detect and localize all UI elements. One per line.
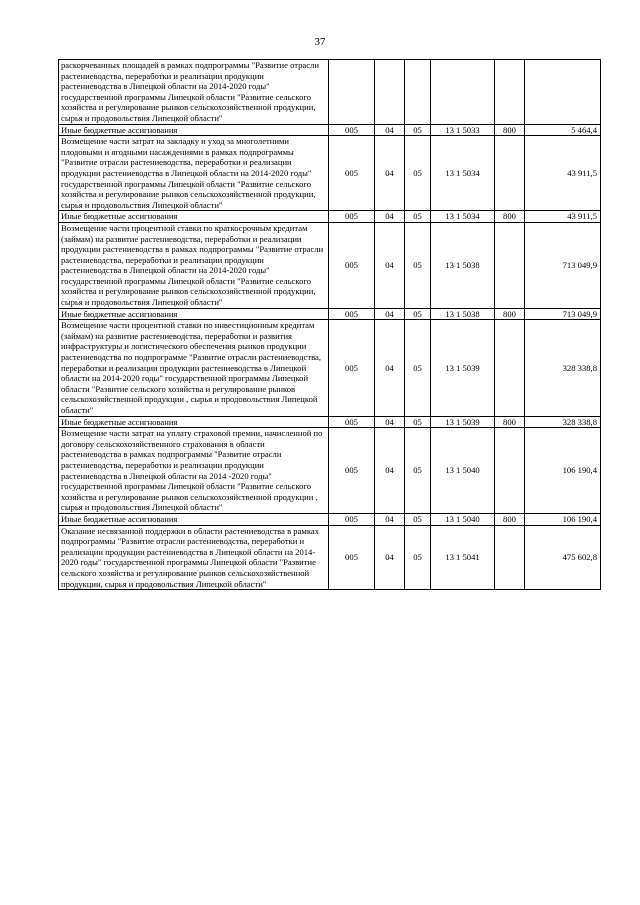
cell-description: Иные бюджетные ассигнования	[59, 211, 329, 223]
budget-table	[58, 59, 601, 590]
table-row	[59, 60, 601, 125]
cell-amount: 5 464,4	[525, 124, 601, 136]
cell-amount: 475 602,8	[525, 525, 601, 590]
table-row	[59, 513, 601, 525]
cell-subsection-code: 05	[405, 428, 431, 514]
cell-target-article	[431, 60, 495, 125]
cell-amount	[525, 60, 601, 125]
cell-section-code: 04	[375, 320, 405, 416]
cell-description: Возмещение части процентной ставки по инвестиционным кредитам (займам) на развитие растениеводства, переработки и развития инфраструктуры и логистического обеспечения рынков продукции растениеводства по подпрограмме "Развитие отрасли растениеводства, переработки и реализации продукции растениеводства в Липецкой области на 2014-2020 годы" государственной программы Липецкой области "Развитие сельского хозяйства и регулирование рынков сельскохозяйственной продукции , сырья и продовольствия Липецкой области"	[59, 320, 329, 416]
cell-expense-type: 800	[495, 308, 525, 320]
cell-amount: 43 911,5	[525, 136, 601, 211]
cell-subsection-code: 05	[405, 513, 431, 525]
cell-target-article: 13 1 5038	[431, 308, 495, 320]
cell-description: Иные бюджетные ассигнования	[59, 124, 329, 136]
cell-target-article: 13 1 5040	[431, 428, 495, 514]
table-row	[59, 136, 601, 211]
cell-section-code: 04	[375, 222, 405, 308]
cell-expense-type	[495, 525, 525, 590]
cell-department-code: 005	[329, 124, 375, 136]
cell-department-code: 005	[329, 136, 375, 211]
cell-subsection-code: 05	[405, 124, 431, 136]
cell-department-code: 005	[329, 308, 375, 320]
cell-expense-type	[495, 222, 525, 308]
cell-department-code	[329, 60, 375, 125]
cell-subsection-code: 05	[405, 211, 431, 223]
cell-expense-type	[495, 136, 525, 211]
table-row	[59, 308, 601, 320]
cell-subsection-code: 05	[405, 308, 431, 320]
cell-target-article: 13 1 5034	[431, 211, 495, 223]
cell-target-article: 13 1 5033	[431, 124, 495, 136]
cell-target-article: 13 1 5034	[431, 136, 495, 211]
cell-section-code: 04	[375, 308, 405, 320]
cell-expense-type: 800	[495, 513, 525, 525]
cell-amount: 106 190,4	[525, 428, 601, 514]
table-row	[59, 428, 601, 514]
cell-description: раскорчеванных площадей в рамках подпрограммы "Развитие отрасли растениеводства, переработки и реализации продукции растениеводства в Липецкой области на 2014-2020 годы" государственной программы Липецкой области "Развитие сельского хозяйства и регулирование рынков сельскохозяйственной продукции, сырья и продовольствия Липецкой области"	[59, 60, 329, 125]
cell-department-code: 005	[329, 211, 375, 223]
cell-subsection-code	[405, 60, 431, 125]
cell-description: Иные бюджетные ассигнования	[59, 513, 329, 525]
table-row	[59, 211, 601, 223]
page-number: 37	[314, 36, 326, 48]
cell-section-code: 04	[375, 513, 405, 525]
cell-description: Возмещение части затрат на закладку и уход за многолетними плодовыми и ягодными насаждениями в рамках подпрограммы "Развитие отрасли растениеводства, переработки и реализации продукции растениеводства в Липецкой области на 2014-2020 годы" государственной программы Липецкой области "Развитие сельского хозяйства и регулирование рынков сельскохозяйственной продукции, сырья и продовольствия Липецкой области"	[59, 136, 329, 211]
cell-amount: 713 049,9	[525, 222, 601, 308]
cell-amount: 713 049,9	[525, 308, 601, 320]
table-row	[59, 124, 601, 136]
cell-subsection-code: 05	[405, 525, 431, 590]
cell-department-code: 005	[329, 222, 375, 308]
cell-expense-type	[495, 320, 525, 416]
cell-expense-type: 800	[495, 416, 525, 428]
cell-description: Иные бюджетные ассигнования	[59, 416, 329, 428]
cell-description: Иные бюджетные ассигнования	[59, 308, 329, 320]
table-row	[59, 222, 601, 308]
cell-amount: 328 338,8	[525, 416, 601, 428]
cell-target-article: 13 1 5041	[431, 525, 495, 590]
cell-description: Возмещение части процентной ставки по краткосрочным кредитам (займам) на развитие растениеводства, переработки и реализации продукции растениеводства в рамках подпрограммы "Развитие отрасли растениеводства, переработки и реализации продукции растениеводства в Липецкой области на 2014-2020 годы" государственной программы Липецкой области "Развитие сельского хозяйства и регулирование рынков сельскохозяйственной продукции, сырья и продовольствия Липецкой области"	[59, 222, 329, 308]
cell-department-code: 005	[329, 525, 375, 590]
table-row	[59, 416, 601, 428]
cell-target-article: 13 1 5039	[431, 320, 495, 416]
table-row	[59, 525, 601, 590]
cell-target-article: 13 1 5040	[431, 513, 495, 525]
cell-expense-type	[495, 60, 525, 125]
cell-section-code: 04	[375, 428, 405, 514]
cell-section-code: 04	[375, 416, 405, 428]
cell-expense-type: 800	[495, 211, 525, 223]
table-row	[59, 320, 601, 416]
cell-target-article: 13 1 5038	[431, 222, 495, 308]
cell-department-code: 005	[329, 320, 375, 416]
cell-section-code: 04	[375, 525, 405, 590]
cell-section-code: 04	[375, 136, 405, 211]
cell-amount: 328 338,8	[525, 320, 601, 416]
cell-section-code: 04	[375, 211, 405, 223]
cell-subsection-code: 05	[405, 320, 431, 416]
cell-description: Оказание несвязанной поддержки в области растениеводства в рамках подпрограммы "Развитие отрасли растениеводства, переработки и реализации продукции растениеводства в Липецкой области на 2014-2020 годы" государственной программы Липецкой области "Развитие сельского хозяйства и регулирование рынков сельскохозяйственной продукции, сырья и продовольствия Липецкой области"	[59, 525, 329, 590]
cell-subsection-code: 05	[405, 222, 431, 308]
cell-department-code: 005	[329, 416, 375, 428]
cell-expense-type	[495, 428, 525, 514]
cell-subsection-code: 05	[405, 136, 431, 211]
cell-target-article: 13 1 5039	[431, 416, 495, 428]
cell-section-code	[375, 60, 405, 125]
cell-section-code: 04	[375, 124, 405, 136]
cell-department-code: 005	[329, 513, 375, 525]
cell-subsection-code: 05	[405, 416, 431, 428]
cell-expense-type: 800	[495, 124, 525, 136]
cell-amount: 43 911,5	[525, 211, 601, 223]
cell-amount: 106 190,4	[525, 513, 601, 525]
cell-description: Возмещение части затрат на уплату страховой премии, начисленной по договору сельскохозяйственного страхования в области растениеводства в рамках подпрограммы "Развитие отрасли растениеводства, переработки и реализации продукции растениеводства в Липецкой области на 2014 -2020 годы" государственной программы Липецкой области "Развитие сельского хозяйства и регулирование рынков сельскохозяйственной продукции , сырья и продовольствия Липецкой области"	[59, 428, 329, 514]
cell-department-code: 005	[329, 428, 375, 514]
